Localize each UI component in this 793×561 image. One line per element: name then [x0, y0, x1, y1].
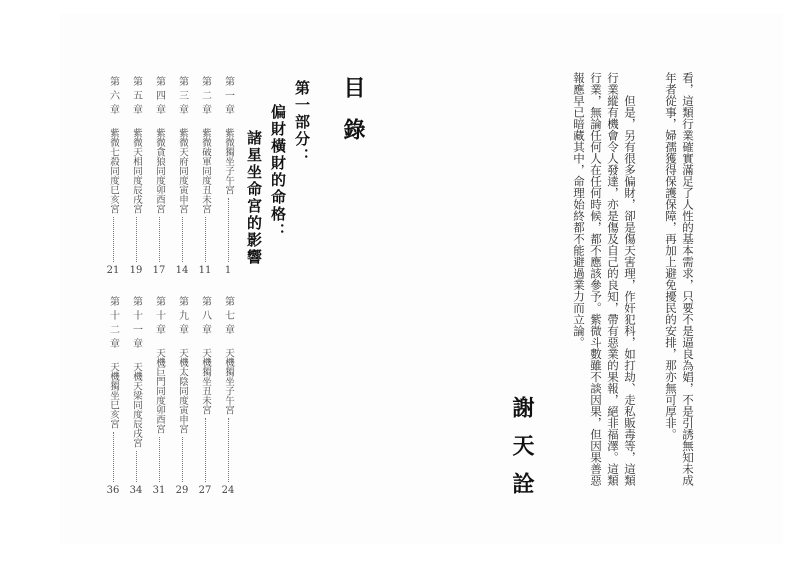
toc-chapter-number: 第四章 — [153, 76, 165, 118]
preface-column: 行業，無論任何人在任何時候，都不應該參予。紫微斗數雖不談因果，但因果善惡 — [589, 72, 603, 486]
part-subtitle: 諸星坐命宮的影響 — [245, 130, 263, 266]
toc-chapter-number: 第十章 — [153, 296, 165, 338]
toc-chapter-title: 紫微破軍同度丑未宮 — [200, 128, 211, 214]
toc-page-number: 34 — [129, 485, 143, 496]
toc-leader-dots — [159, 217, 160, 263]
toc-chapter-number: 第十一章 — [130, 296, 142, 352]
toc-page-number: 11 — [198, 265, 212, 276]
toc-leader-dots — [182, 217, 183, 263]
part-label: 第一部分： — [293, 80, 311, 165]
toc-page-number: 17 — [152, 265, 166, 276]
toc-page-number: 24 — [221, 485, 235, 496]
toc-leader-dots — [136, 451, 137, 483]
toc-entry — [151, 296, 167, 496]
toc-leader-dots — [205, 217, 206, 263]
toc-page-number: 1 — [224, 265, 232, 276]
toc-page-number: 14 — [175, 265, 189, 276]
toc-leader-dots — [228, 418, 229, 483]
toc-chapter-number: 第五章 — [130, 76, 142, 118]
toc-chapter-title: 紫微天相同度辰戌宮 — [131, 128, 142, 214]
preface-column: 年者從事，婦孺獲得保護保障，再加上避免擾民的安排，那亦無可厚非。 — [664, 72, 678, 440]
toc-leader-dots — [182, 437, 183, 483]
toc-chapter-title: 天機獨坐子午宮 — [223, 348, 234, 415]
toc-chapter-title: 天機太陰同度寅申宮 — [177, 348, 188, 434]
toc-chapter-number: 第七章 — [222, 296, 234, 338]
toc-entry — [128, 296, 144, 496]
toc-chapter-title: 天機天梁同度辰戌宮 — [131, 362, 142, 448]
toc-chapter-title: 天機獨坐丑未宮 — [200, 348, 211, 415]
toc-chapter-number: 第八章 — [199, 296, 211, 338]
preface-column: 行業縱有機會令人發達，亦是傷及自己的良知，帶有惡業的果報，絕非福澤。這類 — [606, 72, 620, 486]
toc-chapter-title: 紫微七殺同度巳亥宮 — [108, 128, 119, 214]
toc-entry — [174, 76, 190, 276]
toc-entry — [197, 296, 213, 496]
toc-leader-dots — [136, 217, 137, 263]
toc-title: 目錄 — [340, 76, 365, 160]
toc-chapter-title: 紫微天府同度寅申宮 — [177, 128, 188, 214]
toc-chapter-number: 第二章 — [199, 76, 211, 118]
toc-page-number: 31 — [152, 485, 166, 496]
preface-column: 看，這類行業確實滿足了人性的基本需求，只要不是逼良為娼，不是引誘無知未成 — [681, 72, 695, 486]
toc-leader-dots — [228, 198, 229, 263]
toc-page-number: 27 — [198, 485, 212, 496]
toc-entry — [174, 296, 190, 496]
toc-leader-dots — [159, 437, 160, 483]
toc-page-number: 36 — [106, 485, 120, 496]
part-subtitle: 偏財橫財的命格： — [269, 104, 287, 240]
toc-entry — [105, 296, 121, 496]
toc-page-number: 21 — [106, 265, 120, 276]
toc-chapter-title: 天機巨門同度卯酉宮 — [154, 348, 165, 434]
toc-page-number: 29 — [175, 485, 189, 496]
author-signature: 謝天詮 — [509, 396, 534, 510]
preface-column: 但是，另有很多偏財，卻是傷天害理，作奸犯科，如打劫、走私販毒等，這類 — [623, 72, 637, 486]
toc-leader-dots — [205, 418, 206, 483]
toc-leader-dots — [113, 432, 114, 483]
toc-leader-dots — [113, 217, 114, 263]
preface-column: 報應早已暗藏其中，命理始終都不能避過業力而立論。 — [572, 72, 586, 348]
toc-entry — [105, 76, 121, 276]
toc-chapter-number: 第三章 — [176, 76, 188, 118]
toc-entry — [128, 76, 144, 276]
toc-chapter-title: 天機獨坐巳亥宮 — [108, 362, 119, 429]
toc-chapter-number: 第一章 — [222, 76, 234, 118]
toc-entry — [151, 76, 167, 276]
toc-entry — [220, 76, 236, 276]
toc-chapter-number: 第十二章 — [107, 296, 119, 352]
toc-chapter-title: 紫微獨坐子午宮 — [223, 128, 234, 195]
toc-entry — [197, 76, 213, 276]
toc-page-number: 19 — [129, 265, 143, 276]
toc-chapter-number: 第九章 — [176, 296, 188, 338]
toc-chapter-title: 紫微貪狼同度卯酉宮 — [154, 128, 165, 214]
toc-entry — [220, 296, 236, 496]
toc-chapter-number: 第六章 — [107, 76, 119, 118]
